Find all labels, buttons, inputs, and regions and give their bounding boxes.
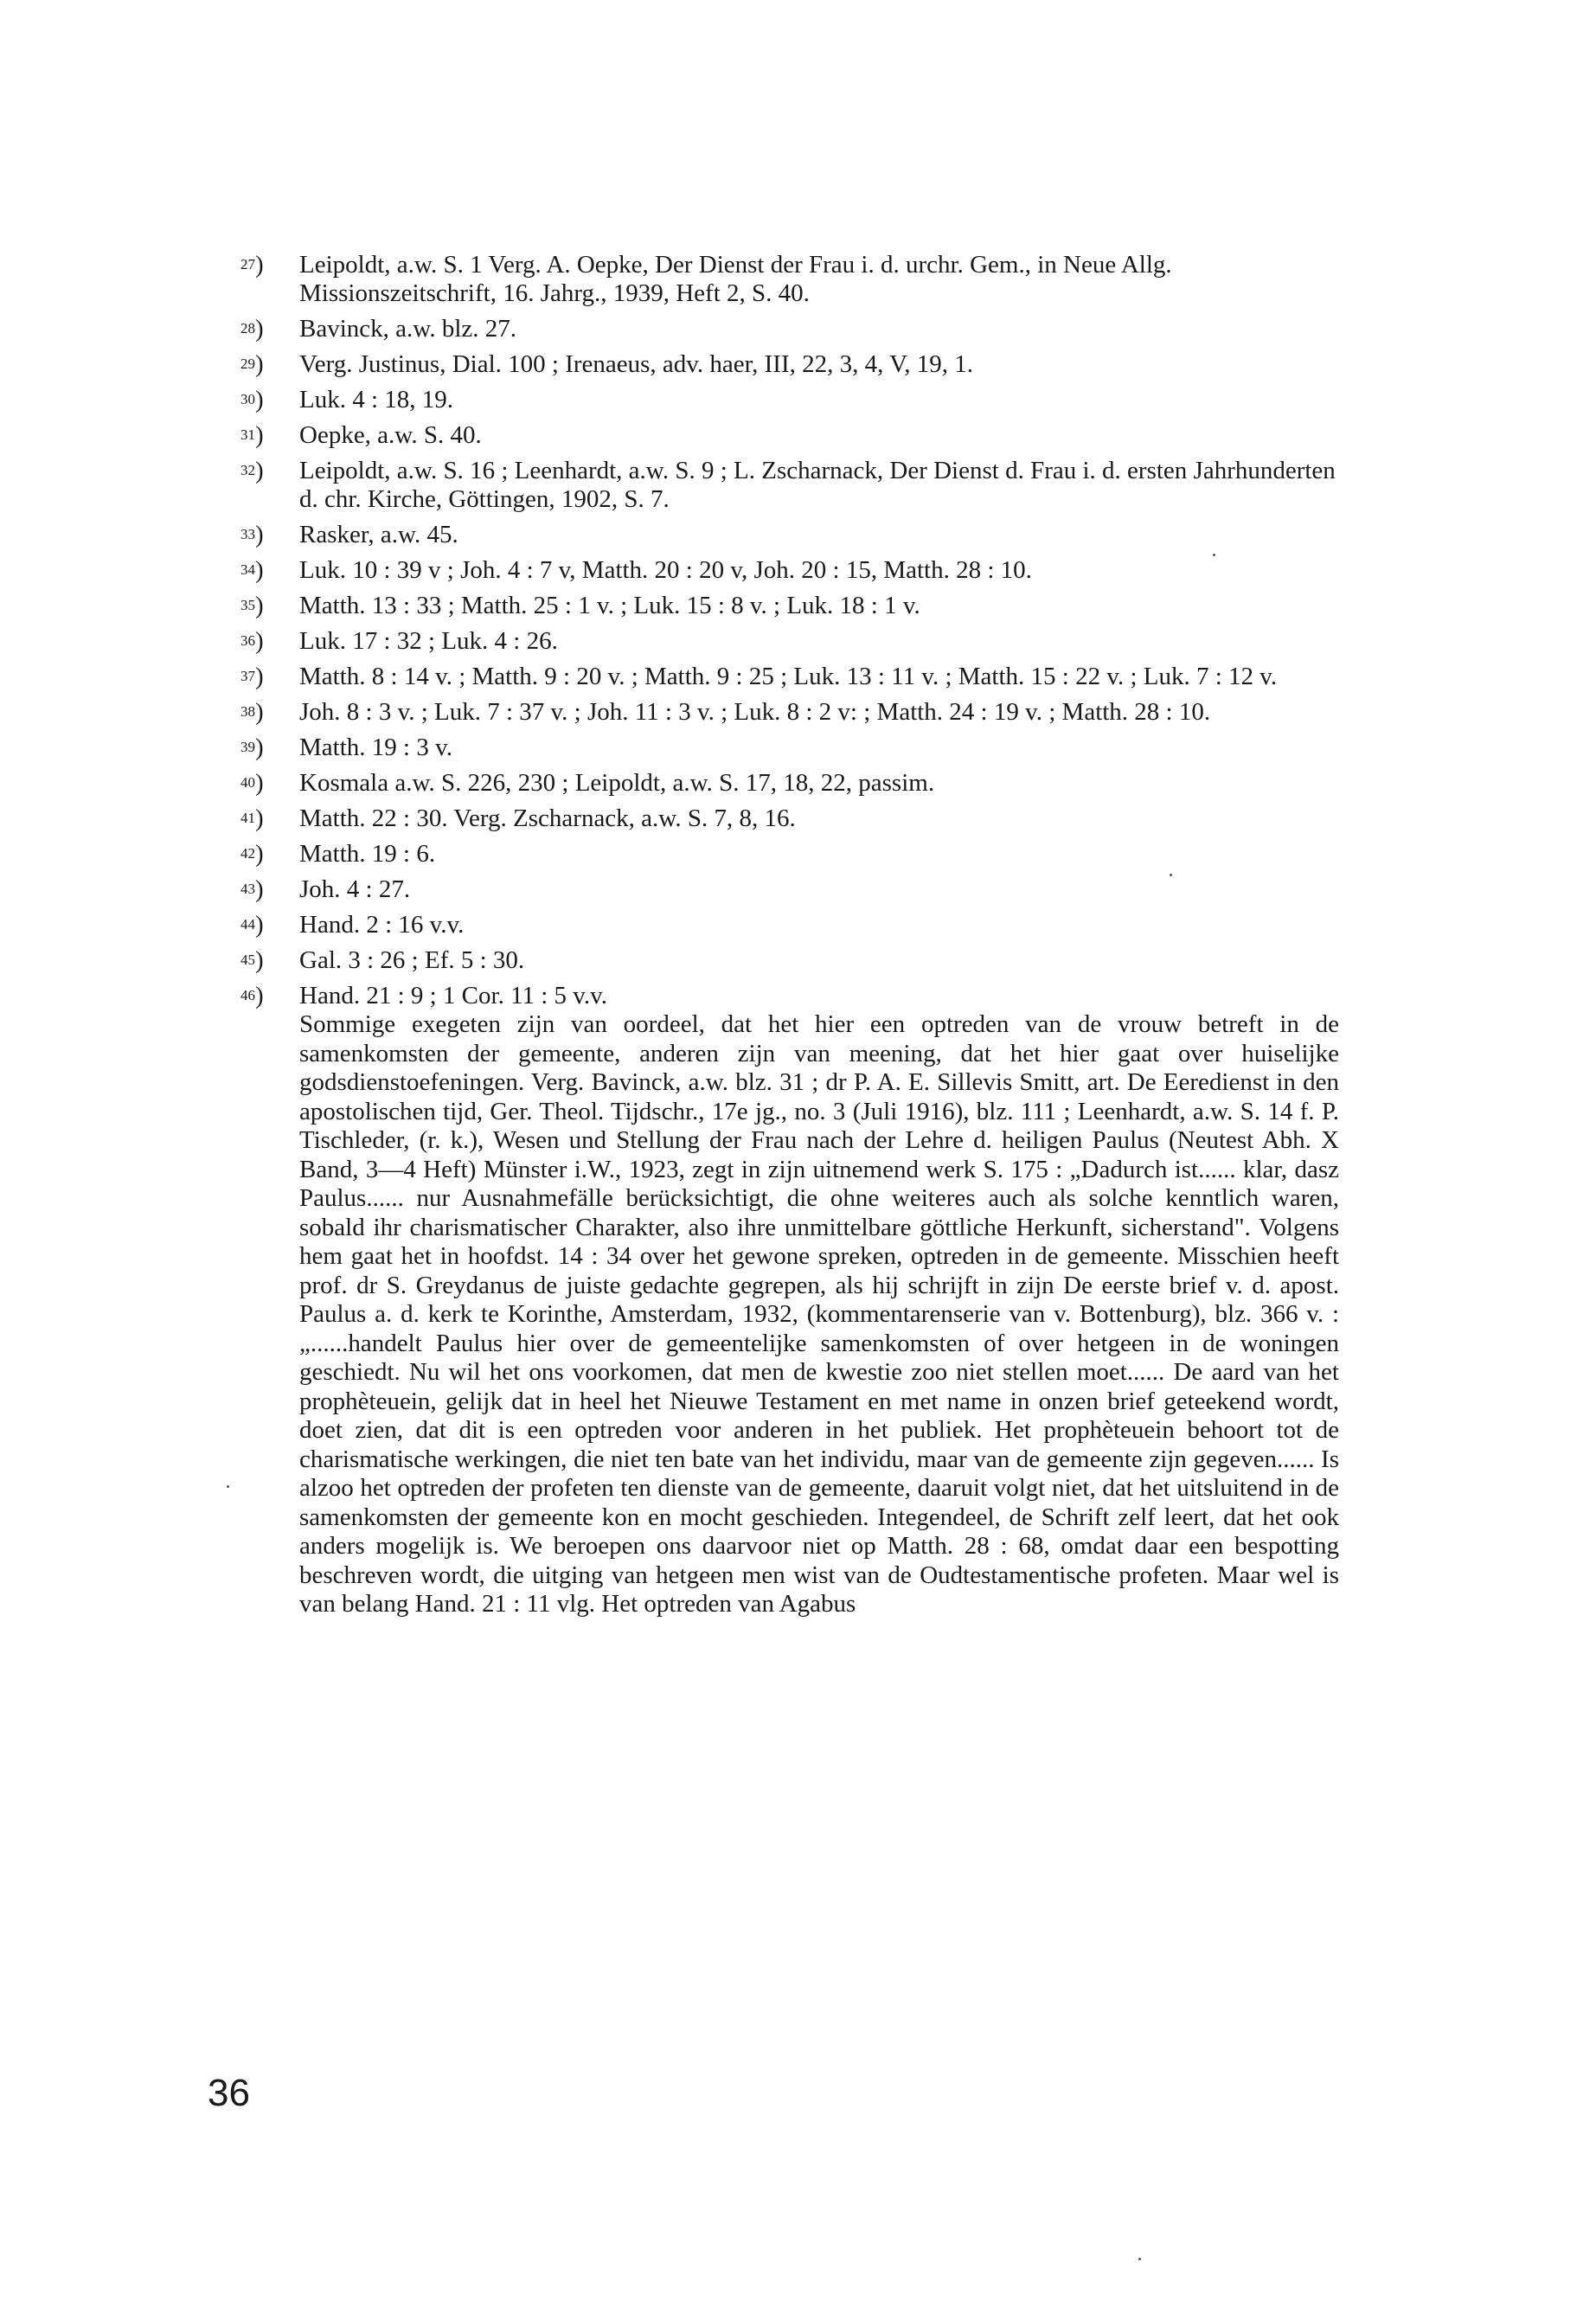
footnote-33 [240,521,1339,549]
footnote-28 [240,315,1339,343]
footnote-number: 33) [240,521,264,548]
footnote-number: 37) [240,663,264,690]
footnote-31 [240,421,1339,450]
footnote-number: 34) [240,556,264,584]
footnote-text: Rasker, a.w. 45. [299,521,458,548]
footnote-number: 29) [240,350,264,378]
footnote-37 [240,663,1339,691]
footnote-text: Joh. 8 : 3 v. ; Luk. 7 : 37 v. ; Joh. 11 : 3 v. ; Luk. 8 : 2 v: ; Matth. 24 : 19 v. ; Matth. 28 : 10. [299,698,1211,726]
footnote-40 [240,769,1339,798]
footnote-number: 38) [240,698,264,726]
footnote-39 [240,734,1339,762]
footnote-number: 41) [240,804,264,832]
footnote-number: 30) [240,386,264,413]
footnote-number: 45) [240,946,264,974]
footnote-44 [240,911,1339,939]
footnote-text: Kosmala a.w. S. 226, 230 ; Leipoldt, a.w. S. 17, 18, 22, passim. [299,769,935,797]
footnote-42 [240,840,1339,868]
footnote-45 [240,946,1339,975]
footnote-41 [240,804,1339,833]
footnote-text: Luk. 4 : 18, 19. [299,386,454,413]
footnote-32 [240,457,1339,514]
footnote-36 [240,627,1339,656]
footnote-35 [240,592,1339,620]
footnote-list [240,251,1339,1626]
footnote-43 [240,875,1339,904]
footnote-text: Bavinck, a.w. blz. 27. [299,315,517,343]
page-number: 36 [208,2072,250,2114]
print-speck [1170,874,1172,876]
print-speck [1213,554,1215,556]
footnote-text: Luk. 10 : 39 v ; Joh. 4 : 7 v, Matth. 20 : 20 v, Joh. 20 : 15, Matth. 28 : 10. [299,556,1032,584]
footnote-text: Matth. 19 : 3 v. [299,734,452,761]
footnote-number: 27) [240,251,264,279]
print-speck [227,1485,229,1488]
footnote-34 [240,556,1339,585]
footnote-text: Luk. 17 : 32 ; Luk. 4 : 26. [299,627,558,655]
footnote-text: Leipoldt, a.w. S. 1 Verg. A. Oepke, Der Dienst der Frau i. d. urchr. Gem., in Neue Allg. Missionszeitschrift, 16. Jahrg., 1939, Heft 2, S. 40. [299,251,1172,307]
footnote-text: Matth. 13 : 33 ; Matth. 25 : 1 v. ; Luk. 15 : 8 v. ; Luk. 18 : 1 v. [299,592,920,619]
footnote-text: Hand. 2 : 16 v.v. [299,911,465,939]
footnote-number: 35) [240,592,264,619]
footnote-number: 42) [240,840,264,868]
footnote-text: Verg. Justinus, Dial. 100 ; Irenaeus, adv. haer, III, 22, 3, 4, V, 19, 1. [299,350,974,378]
footnote-text: Matth. 22 : 30. Verg. Zscharnack, a.w. S. 7, 8, 16. [299,804,796,832]
footnote-30 [240,386,1339,414]
footnote-text: Matth. 19 : 6. [299,840,436,868]
footnote-number: 28) [240,315,264,343]
footnote-number: 32) [240,457,264,484]
footnote-text: Hand. 21 : 9 ; 1 Cor. 11 : 5 v.v. [299,982,608,1009]
footnote-number: 40) [240,769,264,797]
footnote-text: Joh. 4 : 27. [299,875,411,903]
footnote-number: 39) [240,734,264,761]
footnote-continuation: Sommige exegeten zijn van oordeel, dat het hier een optreden van de vrouw betreft in de samenkomsten der gemeente, anderen zijn van meening, dat het hier gaat over huiselijke godsdienstoefeningen. Verg. Bavinck, a.w. blz. 31 ; dr P. A. E. Sillevis Smitt, art. De Eeredienst in den apostolischen tijd, Ger. Theol. Tijdschr., 17e jg., no. 3 (Juli 1916), blz. 111 ; Leenhardt, a.w. S. 14 f. P. Tischleder, (r. k.), Wesen und Stellung der Frau nach der Lehre d. heiligen Paulus (Neutest Abh. X Band, 3—4 Heft) Münster i.W., 1923, zegt in zijn uitnemend werk S. 175 : „Dadurch ist...... klar, dasz Paulus...... nur Ausnahmefälle berücksichtigt, die ohne weiteres auch als solche kenntlich waren, sobald ihr charismatischer Charakter, also ihre unmittelbare göttliche Herkunft, sicherstand". Volgens hem gaat het in hoofdst. 14 : 34 over het gewone spreken, optreden in de gemeente. Misschien heeft prof. dr S. Greydanus de juiste gedachte gegrepen, als hij schrijft in zijn De eerste brief v. d. apost. Paulus a. d. kerk te Korinthe, Amsterdam, 1932, (kommentarenserie van v. Bottenburg), blz. 366 v. : „......handelt Paulus hier over de gemeentelijke samenkomsten of over hetgeen in de woningen geschiedt. Nu wil het ons voorkomen, dat men de kwestie zoo niet stellen moet...... De aard van het prophèteuein, gelijk dat in heel het Nieuwe Testament en met name in onzen brief geteekend wordt, doet zien, dat dit is een optreden voor anderen in het publiek. Het prophèteuein behoort tot de charismatische werkingen, die niet ten bate van het individu, maar van de gemeente zijn gegeven...... Is alzoo het optreden der profeten ten dienste van de gemeente, daaruit volgt niet, dat het uitsluitend in de samenkomsten der gemeente kon en mocht geschieden. Integendeel, de Schrift zelf leert, dat het ook anders mogelijk is. We beroepen ons daarvoor niet op Matth. 28 : 68, omdat daar een bespotting beschreven wordt, die uitging van hetgeen men wist van de Oudtestamentische profeten. Maar wel is van belang Hand. 21 : 11 vlg. Het optreden van Agabus [299,1010,1339,1618]
footnote-46 [240,982,1339,1619]
footnote-number: 31) [240,421,264,449]
footnote-number: 36) [240,627,264,655]
footnote-number: 46) [240,982,264,1009]
footnote-number: 43) [240,875,264,903]
footnote-text: Gal. 3 : 26 ; Ef. 5 : 30. [299,946,525,974]
print-speck [1138,2258,1141,2260]
footnote-number: 44) [240,911,264,939]
footnote-text: Oepke, a.w. S. 40. [299,421,482,449]
footnote-27 [240,251,1339,308]
footnote-text: Matth. 8 : 14 v. ; Matth. 9 : 20 v. ; Matth. 9 : 25 ; Luk. 13 : 11 v. ; Matth. 15 : 22 v. ; Luk. 7 : 12 v. [299,663,1278,690]
footnote-38 [240,698,1339,727]
footnote-text: Leipoldt, a.w. S. 16 ; Leenhardt, a.w. S. 9 ; L. Zscharnack, Der Dienst d. Frau i. d. ersten Jahrhunderten d. chr. Kirche, Göttingen, 1902, S. 7. [299,457,1336,513]
footnote-29 [240,350,1339,379]
